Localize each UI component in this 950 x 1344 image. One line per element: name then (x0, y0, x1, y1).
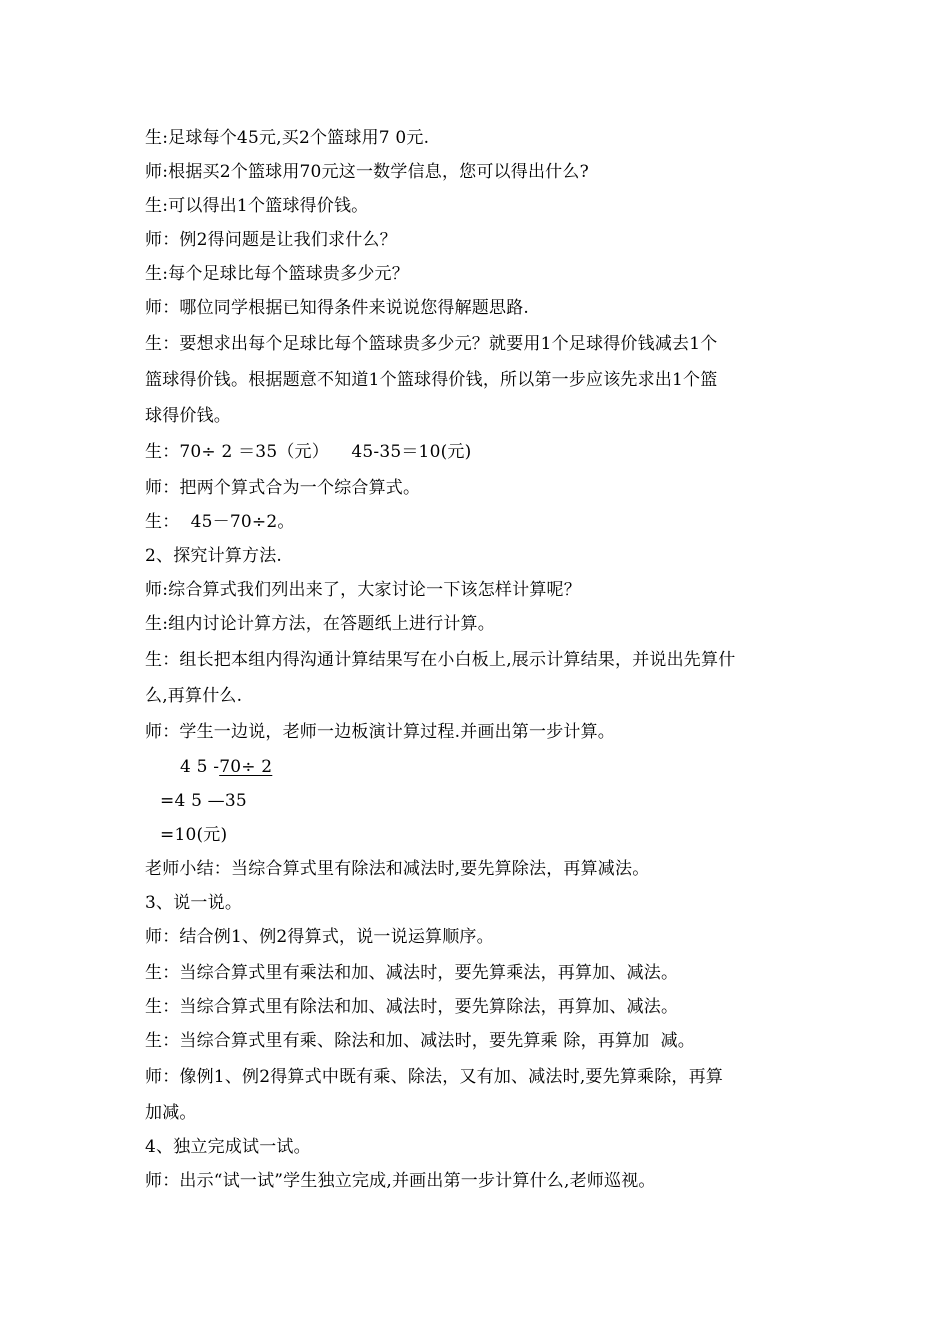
text-line: 生：要想求出每个足球比每个篮球贵多少元？就要用1个足球得价钱减去1个 (145, 334, 718, 354)
text-line: 生：当综合算式里有乘、除法和加、减法时，要先算乘 除，再算加 减。 (145, 1031, 696, 1051)
text-line: 么,再算什么. (145, 686, 243, 706)
text-line: 师:综合算式我们列出来了，大家讨论一下该怎样计算呢？ (145, 580, 581, 600)
text-line: 篮球得价钱。根据题意不知道1个篮球得价钱，所以第一步应该先求出1个篮 (145, 370, 718, 390)
section-heading: 3、说一说。 (145, 893, 243, 913)
text-line: 加减。 (145, 1103, 197, 1123)
text-line: 生：当综合算式里有乘法和加、减法时，要先算乘法，再算加、减法。 (145, 963, 679, 983)
calc-step-1-prefix: 4 5 - (180, 757, 220, 777)
text-line: 师：哪位同学根据已知得条件来说说您得解题思路. (145, 298, 530, 318)
section-heading: 4、独立完成试一试。 (145, 1137, 311, 1157)
calc-step-1-underlined: 70÷ 2 (219, 757, 273, 777)
section-heading: 2、探究计算方法. (145, 546, 283, 566)
text-line: 生:每个足球比每个篮球贵多少元？ (145, 264, 409, 284)
text-line: 师：例2得问题是让我们求什么？ (145, 230, 397, 250)
text-line: 师：结合例1、例2得算式，说一说运算顺序。 (145, 927, 494, 947)
text-line: 生:组内讨论计算方法，在答题纸上进行计算。 (145, 614, 495, 634)
text-line: 老师小结：当综合算式里有除法和减法时,要先算除法，再算减法。 (145, 859, 650, 879)
calc-step-2: =4 5 —35 (160, 791, 247, 811)
text-line: 生：当综合算式里有除法和加、减法时，要先算除法，再算加、减法。 (145, 997, 679, 1017)
text-line: 生：70÷ 2 ＝35（元） 45-35＝10(元) (145, 442, 472, 462)
text-line: 师：学生一边说，老师一边板演计算过程.并画出第一步计算。 (145, 722, 616, 742)
text-line: 生:足球每个45元,买2个篮球用7 0元. (145, 128, 430, 148)
text-line: 师:根据买2个篮球用70元这一数学信息，您可以得出什么? (145, 162, 589, 182)
calc-step-3: =10(元) (160, 825, 228, 845)
text-line: 生： 45－70÷2。 (145, 512, 295, 532)
text-line: 师：出示“试一试”学生独立完成,并画出第一步计算什么,老师巡视。 (145, 1171, 656, 1191)
calc-step-1 (180, 757, 272, 777)
text-line: 师：像例1、例2得算式中既有乘、除法，又有加、减法时,要先算乘除，再算 (145, 1067, 724, 1087)
text-line: 生：组长把本组内得沟通计算结果写在小白板上,展示计算结果，并说出先算什 (145, 650, 736, 670)
text-line: 生:可以得出1个篮球得价钱。 (145, 196, 369, 216)
text-line: 球得价钱。 (145, 406, 231, 426)
text-line: 师：把两个算式合为一个综合算式。 (145, 478, 421, 498)
